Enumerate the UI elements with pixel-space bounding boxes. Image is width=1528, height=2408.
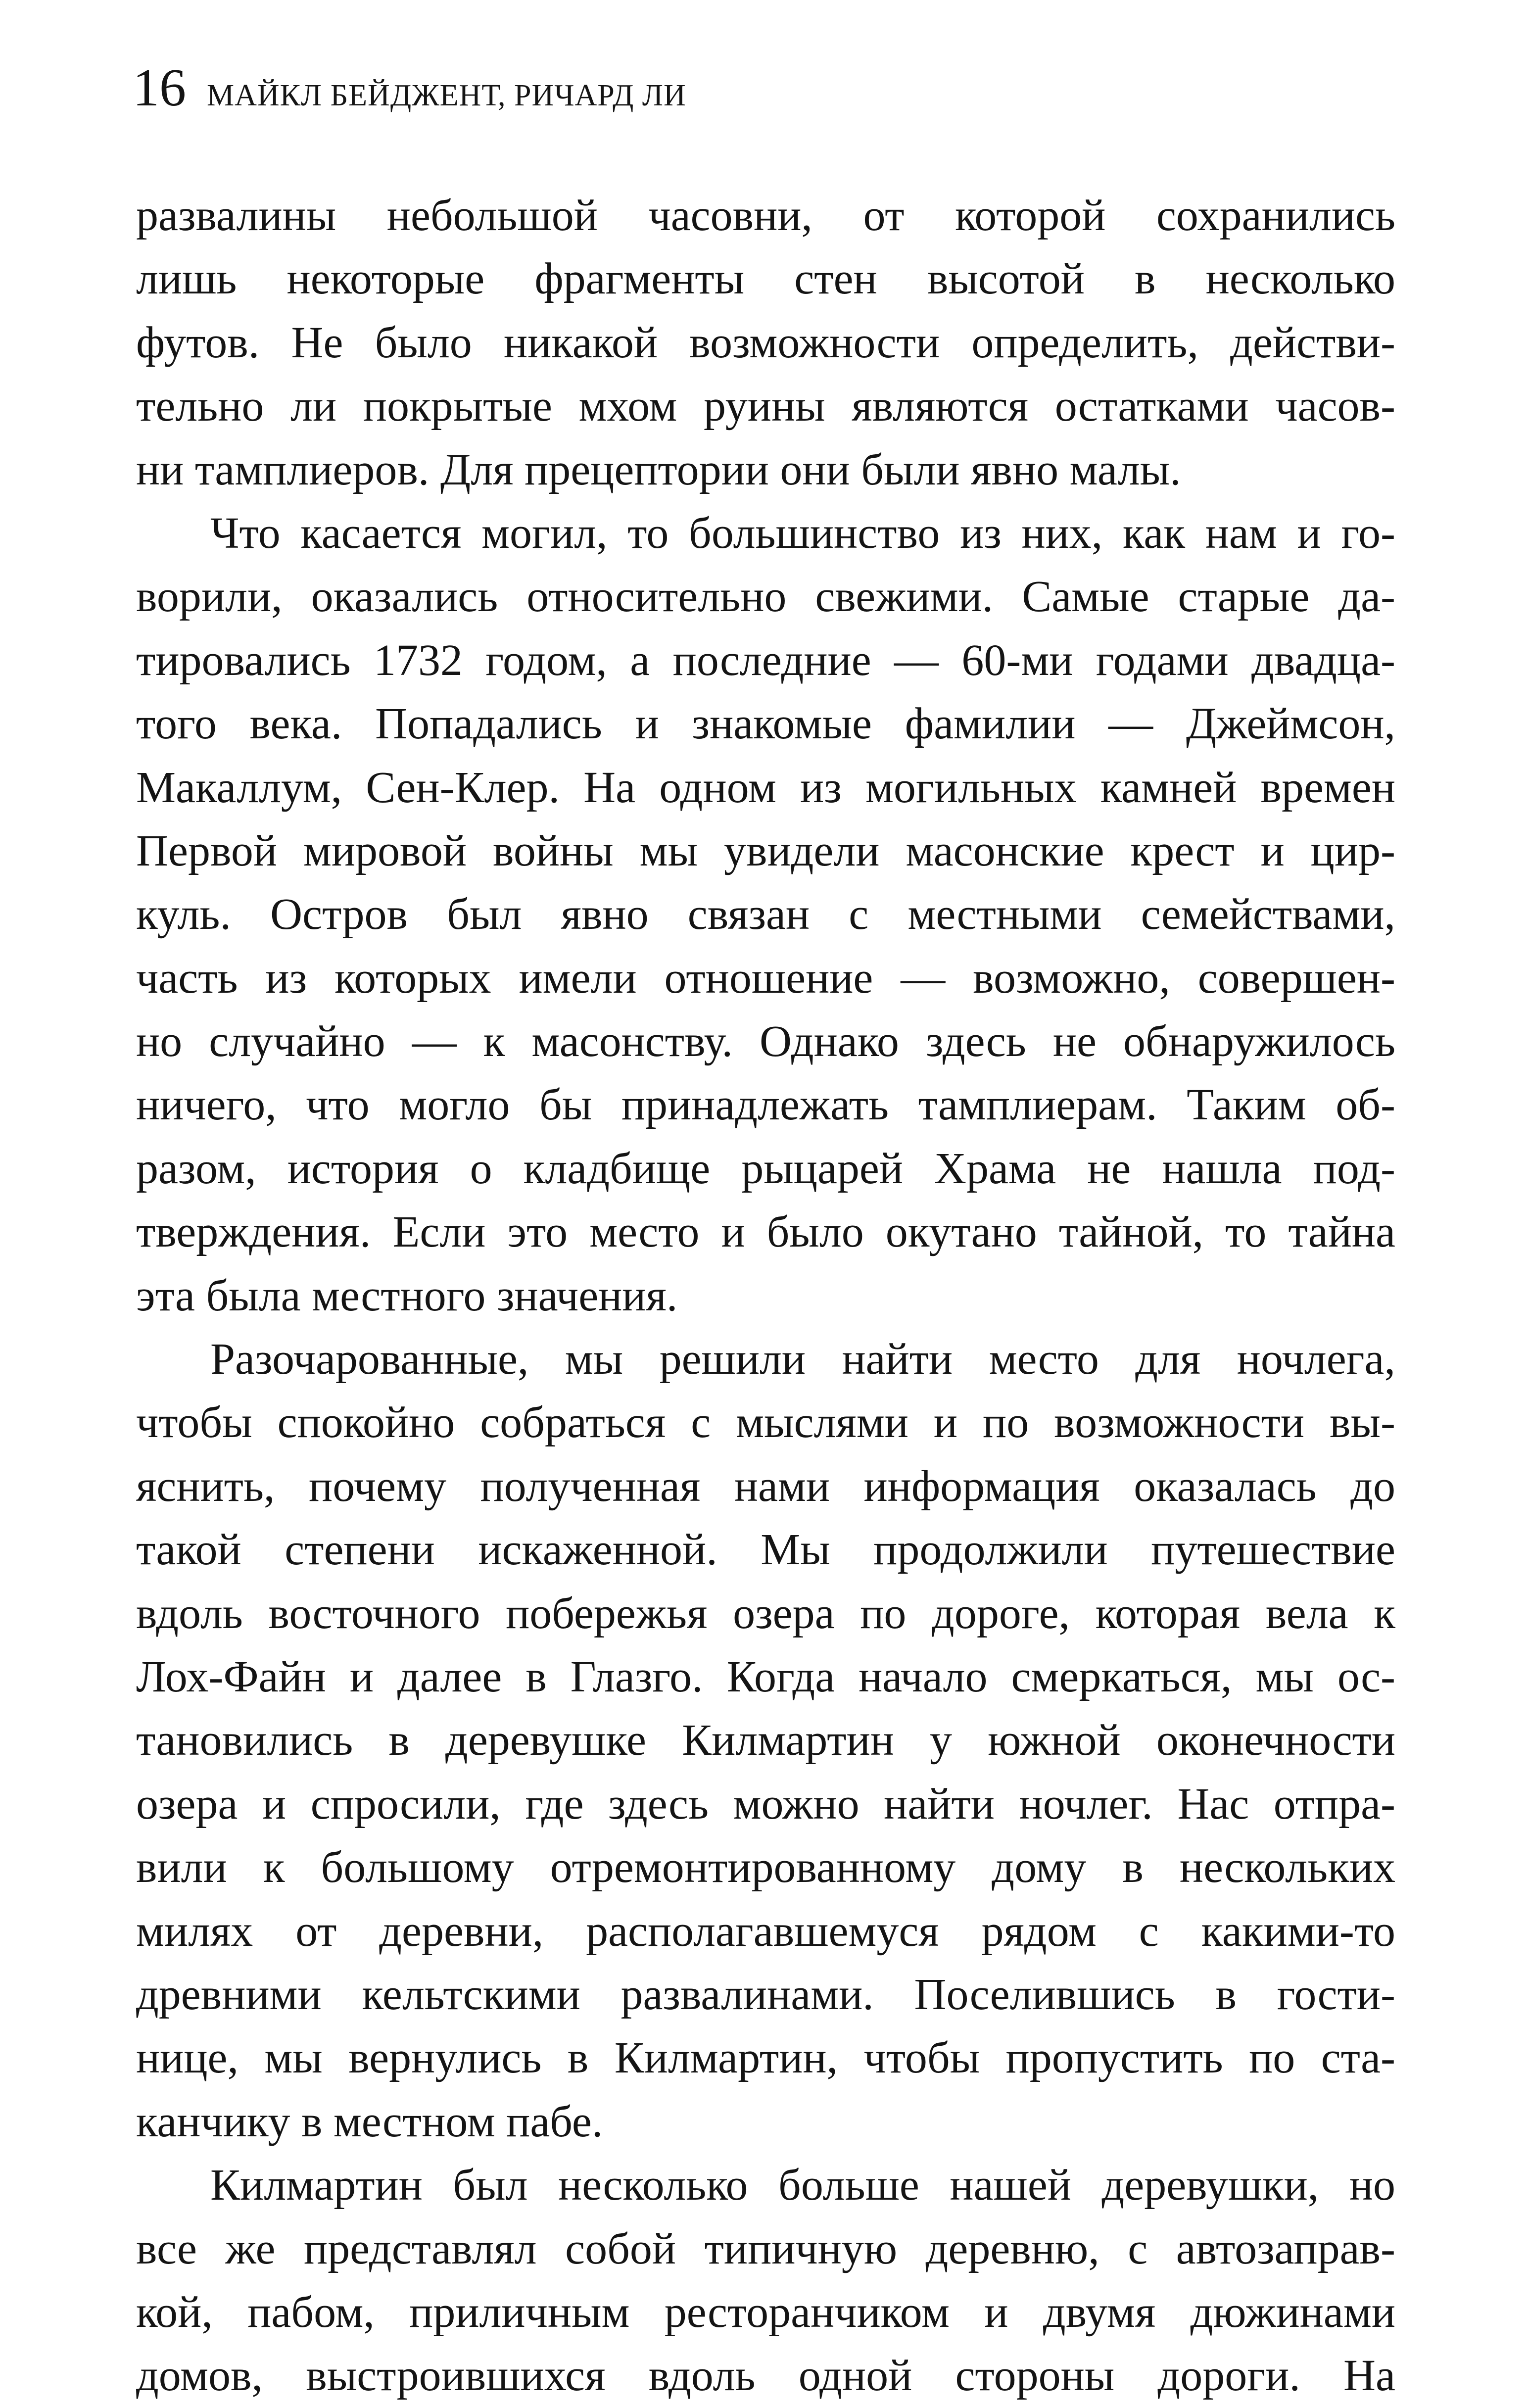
text-line: ни тамплиеров. Для прецептории они были явно малы. [136,445,1181,494]
text-line: Килмартин был несколько больше нашей деревушки, но [210,2161,1395,2210]
body-text [136,184,1395,2408]
text-line: Что касается могил, то большинство из них, как нам и го- [210,508,1395,558]
text-line: канчику в местном пабе. [136,2097,603,2146]
text-line: разом, история о кладбище рыцарей Храма не нашла под- [136,1144,1395,1193]
text-line: тировались 1732 годом, а последние — 60-ми годами двадца- [136,635,1395,685]
text-line: кой, пабом, приличным ресторанчиком и двумя дюжинами [136,2287,1395,2337]
text-line: того века. Попадались и знакомые фамилии — Джеймсон, [136,699,1395,749]
text-line: тановились в деревушке Килмартин у южной оконечности [136,1716,1395,1765]
text-line: футов. Не было никакой возможности определить, действи- [136,318,1395,367]
page-number: 16 [133,58,186,117]
text-line: вдоль восточного побережья озера по дороге, которая вела к [136,1589,1395,1638]
text-line: лишь некоторые фрагменты стен высотой в несколько [136,254,1395,304]
text-line: древними кельтскими развалинами. Поселившись в гости- [136,1970,1395,2019]
text-line: такой степени искаженной. Мы продолжили путешествие [136,1525,1395,1575]
text-line: озера и спросили, где здесь можно найти ночлег. Нас отпра- [136,1779,1395,1829]
text-line: яснить, почему полученная нами информация оказалась до [136,1461,1395,1511]
text-line: вили к большому отремонтированному дому в нескольких [136,1843,1395,1892]
text-line: все же представлял собой типичную деревню, с автозаправ- [136,2224,1395,2273]
text-line: часть из которых имели отношение — возможно, совершен- [136,953,1395,1003]
text-line: куль. Остров был явно связан с местными семействами, [136,890,1395,939]
text-line: Лох-Файн и далее в Глазго. Когда начало смеркаться, мы ос- [136,1652,1395,1701]
text-line: развалины небольшой часовни, от которой сохранились [136,191,1395,240]
text-line: милях от деревни, располагавшемуся рядом с какими-то [136,1906,1395,1956]
text-line: ворили, оказались относительно свежими. Самые старые да- [136,572,1395,622]
text-line: Первой мировой войны мы увидели масонские крест и цир- [136,826,1395,875]
text-line: эта была местного значения. [136,1271,678,1320]
text-line: Разочарованные, мы решили найти место для ночлега, [210,1335,1395,1384]
text-line: но случайно — к масонству. Однако здесь не обнаружилось [136,1017,1395,1066]
text-line: чтобы спокойно собраться с мыслями и по возможности вы- [136,1398,1395,1447]
running-head [133,58,686,118]
text-line: ничего, что могло бы принадлежать тамплиерам. Таким об- [136,1080,1395,1130]
running-title: МАЙКЛ БЕЙДЖЕНТ, РИЧАРД ЛИ [207,79,686,112]
text-line: домов, выстроившихся вдоль одной стороны дороги. На [136,2351,1395,2401]
text-line: Макаллум, Сен-Клер. На одном из могильных камней времен [136,763,1395,812]
text-line: нице, мы вернулись в Килмартин, чтобы пропустить по ста- [136,2033,1395,2083]
text-line: тверждения. Если это место и было окутано тайной, то тайна [136,1207,1395,1257]
text-line: тельно ли покрытые мхом руины являются остатками часов- [136,382,1395,431]
